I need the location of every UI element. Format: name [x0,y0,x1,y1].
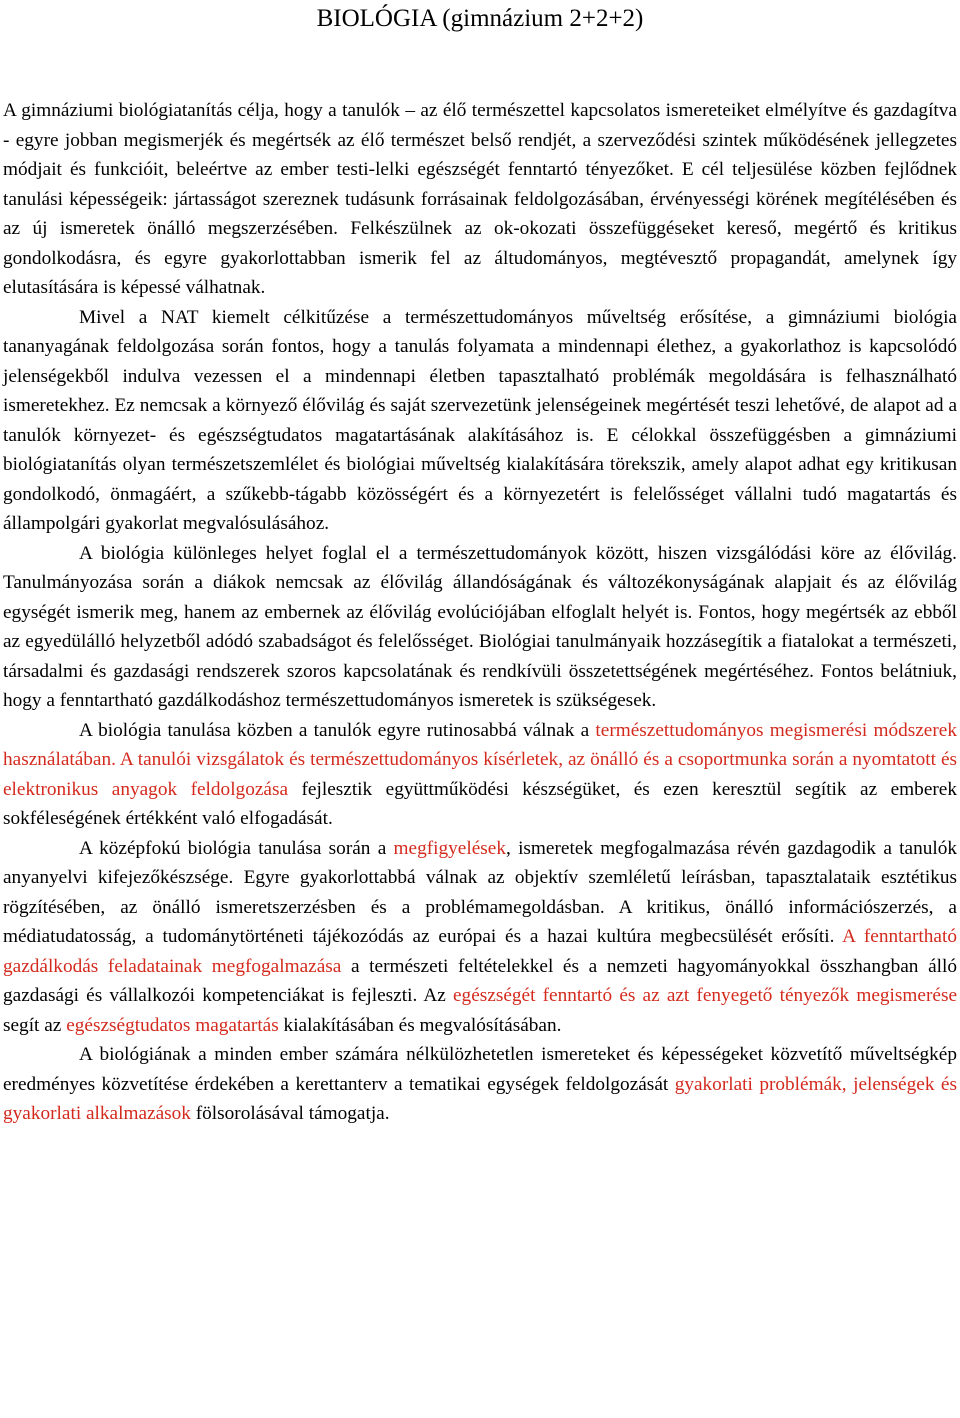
paragraph-text: A gimnáziumi biológiatanítás célja, hogy a tanulók – az élő természettel kapcsolatos ismereteiket elmélyítve és gazdagítva - egyre jobban megismerjék és megértsék az élő természet belső rendjét, a szerveződési szintek működésének jellegzetes módjait és funkcióit, beleértve az ember testi-lelki egészségét fenntartó tényezőket. E cél teljesülése közben fejlődnek tanulási képességeik: jártasságot szereznek tudásunk forrásainak feldolgozásában, érvényességi körének megítélésében és az új ismeretek önálló megszerzésében. Felkészülnek az ok-okozati összefüggéseket kereső, megértő és kritikus gondolkodásra, és egyre gyakorlottabban ismerik fel az áltudományos, megtévesztő propagandát, amelynek így elutasítására is képessé válhatnak. [3,100,957,298]
paragraph-text: A középfokú biológia tanulása során a [79,837,394,859]
paragraph-text: A biológia különleges helyet foglal el a természettudományok között, hiszen vizsgálódási köre az élővilág. Tanulmányozása során a diákok nemcsak az élővilág állandóságának és változékonyságának alapjait és az élővilág egységét ismerik meg, hanem az embernek az élővilág evolúciójában elfoglalt helyét is. Fontos, hogy megértsék az ebből az egyedülálló helyzetből adódó szabadságot és felelősséget. Biológiai tanulmányaik hozzásegítik a fiatalokat a természeti, társadalmi és gazdasági rendszerek szoros kapcsolatának és rendkívüli összetettségének megértéséhez. Fontos belátniuk, hogy a fenntartható gazdálkodáshoz természettudományos ismeretek is szükségesek. [3,542,957,711]
paragraph-text: segít az [3,1014,67,1036]
paragraph-text: kialakításában és megvalósításában. [278,1014,562,1036]
paragraph [3,1040,957,1129]
paragraph [3,96,957,303]
highlighted-text: A tanulói vizsgálatok és természettudományos kísérletek, az önálló és a csoportmunka során a nyomtatott és elektronikus anyagok feldolgozása [3,749,957,800]
paragraph [3,303,957,539]
paragraph [3,539,957,716]
paragraph-text: a természeti feltételekkel és a nemzeti hagyományokkal összhangban álló gazdasági és vállalkozói kompetenciákat is fejleszti. Az [3,955,957,1006]
paragraph-text: A biológia tanulása közben a tanulók egyre rutinosabbá válnak a [79,719,596,741]
highlighted-text: gyakorlati problémák, jelenségek és gyakorlati alkalmazások [3,1073,957,1124]
document-title: BIOLÓGIA (gimnázium 2+2+2) [316,5,644,32]
paragraph-text: Mivel a NAT kiemelt célkitűzése a természettudományos műveltség erősítése, a gimnáziumi biológia tananyagának feldolgozása során fontos, hogy a tanulás folyamata a mindennapi élethez, a gyakorlathoz is kapcsolódó jelenségekből indulva vezessen el a mindennapi életben tapasztalható problémák megoldására is felhasználható ismeretekhez. Ez nemcsak a környező élővilág és saját szervezetünk jelenségeinek megértését teszi lehetővé, de alapot ad a tanulók környezet- és egészségtudatos magatartásának alakításához is. E célokkal összefüggésben a gimnáziumi biológiatanítás olyan természetszemlélet és biológiai műveltség kialakítására törekszik, amely alapot adhat egy kritikusan gondolkodó, önmagáért, a szűkebb-tágabb közösségért és a környezetért is felelősséget vállalni tudó magatartás és állampolgári gyakorlat megvalósulásához. [3,306,957,534]
highlighted-text: megfigyelések [393,837,506,859]
paragraph-text: , ismeretek megfogalmazása révén gazdagodik a tanulók anyanyelvi kifejezőkészsége. Egyre gyakorlottabbá válnak az objektív szemléletű leírásban, tapasztalataik esztétikus rögzítésében, az önálló ismeretszerzésben és a problémamegoldásban. A kritikus, önálló információszerzés, a médiatudatosság, a tudománytörténeti tájékozódás az európai és a hazai kultúra megbecsülését erősíti. [3,837,957,947]
paragraph [3,716,957,834]
highlighted-text: természettudományos megismerési módszerek használatában. [3,719,957,770]
paragraph [3,834,957,1041]
highlighted-text: A fenntartható gazdálkodás feladatainak megfogalmazása [3,926,957,977]
paragraph-text: fejlesztik együttműködési készségüket, és ezen keresztül segítik az emberek sokféleségének értékként való elfogadását. [3,778,957,829]
highlighted-text: egészségét fenntartó és az azt fenyegető tényezők megismerése [453,985,958,1006]
document-body [3,96,957,1129]
highlighted-text: egészségtudatos magatartás [66,1014,279,1036]
paragraph-text: fölsorolásával támogatja. [190,1103,390,1124]
paragraph-text: A biológiának a minden ember számára nélkülözhetetlen ismereteket és képességeket közvetítő műveltségkép eredményes közvetítése érdekében a kerettanterv a tematikai egységek feldolgozását [3,1044,957,1095]
